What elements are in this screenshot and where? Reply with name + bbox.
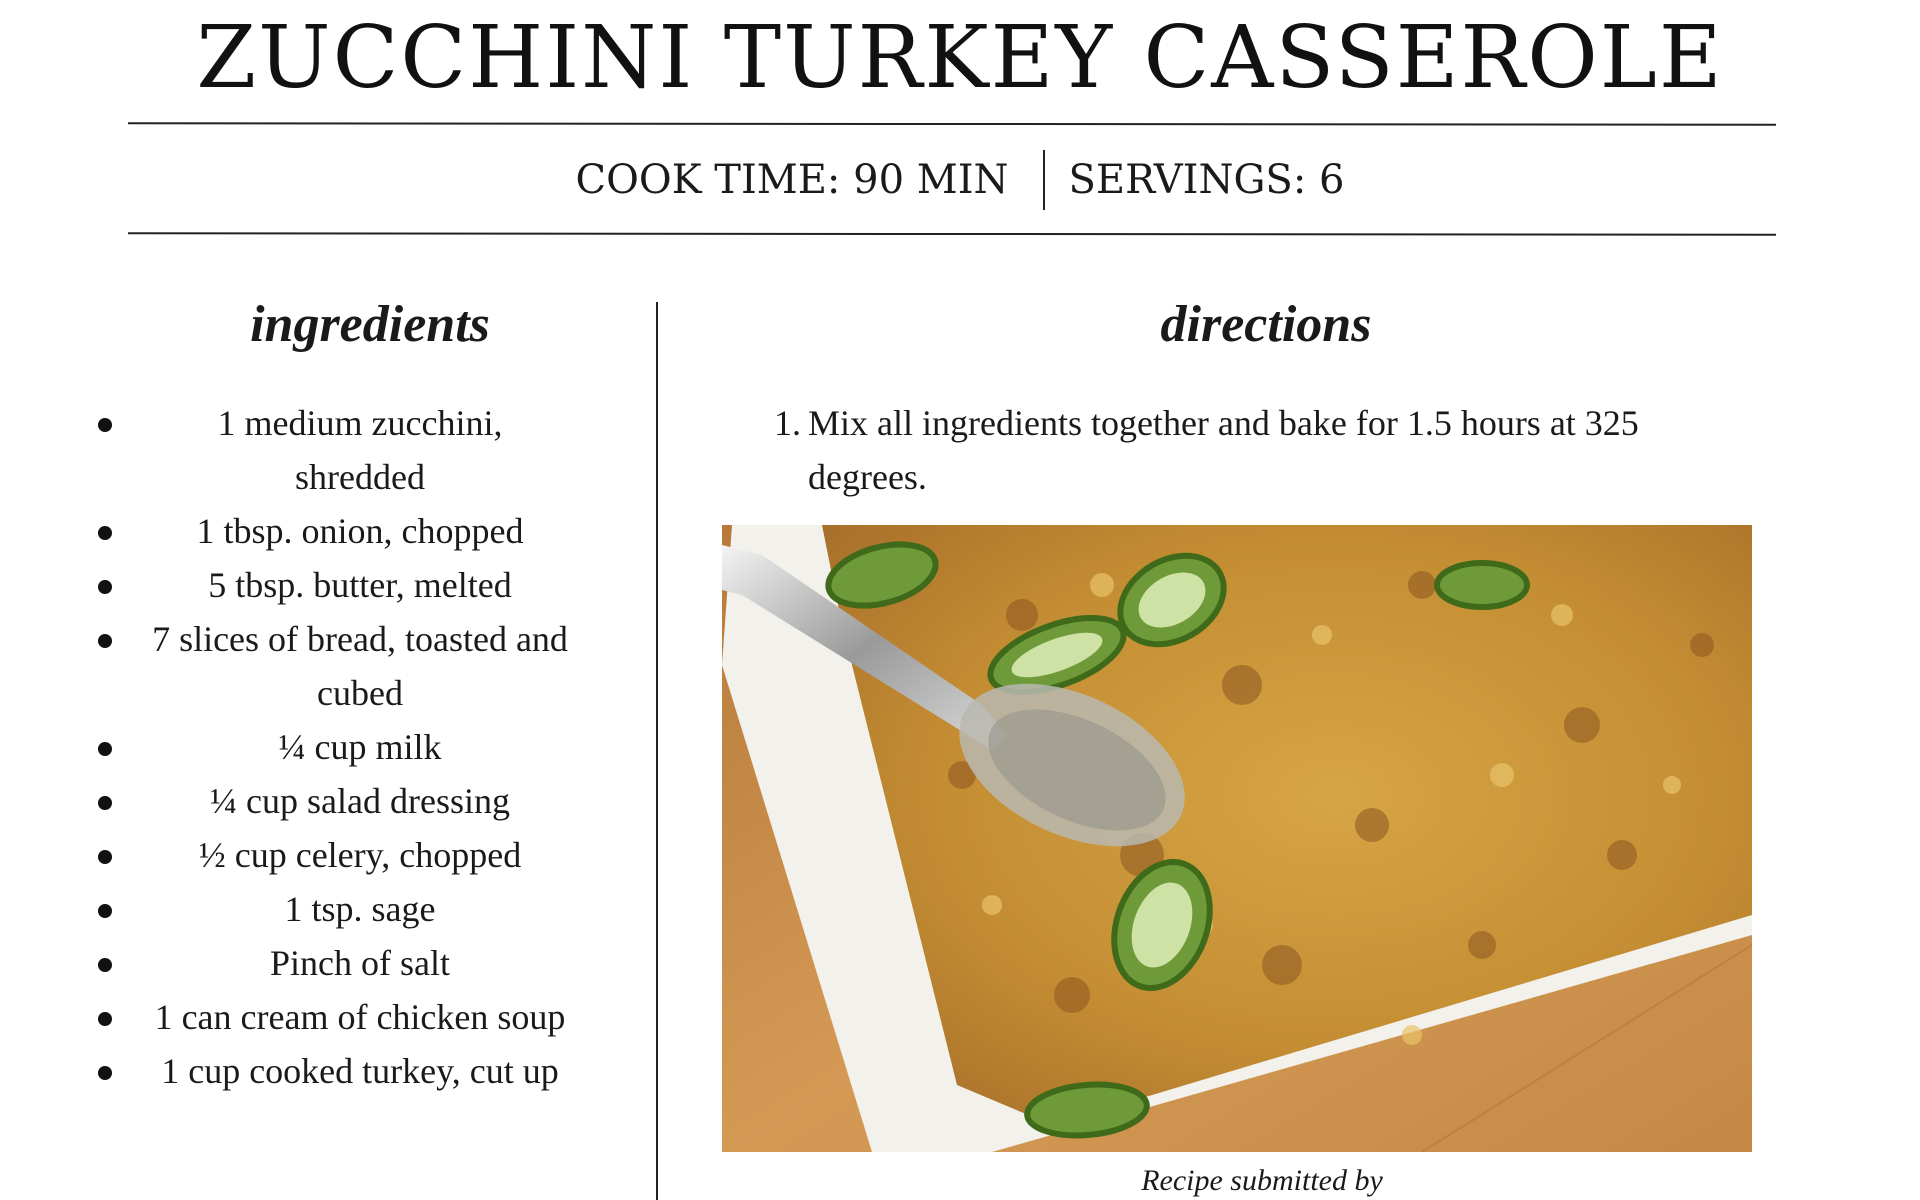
list-item	[90, 396, 570, 504]
step-number: 1.	[774, 403, 801, 443]
list-item	[90, 882, 570, 936]
cook-time: COOK TIME: 90 MIN	[575, 157, 1009, 203]
recipe-caption: Recipe submitted by	[1141, 1164, 1383, 1197]
ingredient-text: Pinch of salt	[270, 943, 450, 983]
recipe-meta	[0, 150, 1920, 210]
page-title: ZUCCHINI TURKEY CASSEROLE	[196, 8, 1724, 108]
ingredient-text: 1 tbsp. onion, chopped	[196, 511, 524, 551]
bottom-divider	[128, 232, 1776, 235]
column-divider	[656, 302, 658, 1200]
casserole-illustration	[722, 525, 1752, 1152]
ingredient-text: 1 can cream of chicken soup	[154, 997, 566, 1037]
bullet-icon	[98, 418, 112, 432]
ingredient-text: ¼ cup salad dressing	[210, 781, 510, 821]
list-item	[90, 504, 570, 558]
ingredient-text: 1 cup cooked turkey, cut up	[161, 1051, 559, 1091]
ingredients-heading: ingredients	[250, 296, 490, 353]
bullet-icon	[98, 796, 112, 810]
bullet-icon	[98, 634, 112, 648]
bullet-icon	[98, 1012, 112, 1026]
bullet-icon	[98, 580, 112, 594]
meta-separator	[1043, 150, 1045, 210]
directions-list	[772, 396, 1752, 504]
list-item	[90, 720, 570, 774]
step-text: Mix all ingredients together and bake for 1.5 hours at 325 degrees.	[808, 403, 1639, 497]
direction-step	[772, 396, 1752, 504]
bullet-icon	[98, 742, 112, 756]
ingredient-text: 1 medium zucchini, shredded	[217, 403, 503, 497]
bullet-icon	[98, 1066, 112, 1080]
list-item	[90, 612, 570, 720]
list-item	[90, 774, 570, 828]
ingredient-text: 1 tsp. sage	[284, 889, 436, 929]
directions-heading: directions	[1160, 296, 1372, 353]
list-item	[90, 936, 570, 990]
bullet-icon	[98, 850, 112, 864]
ingredient-text: ½ cup celery, chopped	[198, 835, 522, 875]
list-item	[90, 558, 570, 612]
servings: SERVINGS: 6	[1068, 157, 1345, 203]
bullet-icon	[98, 526, 112, 540]
bullet-icon	[98, 958, 112, 972]
list-item	[90, 1044, 570, 1098]
ingredient-text: 7 slices of bread, toasted and cubed	[152, 619, 568, 713]
ingredients-list	[90, 396, 570, 1098]
bullet-icon	[98, 904, 112, 918]
ingredient-text: ¼ cup milk	[278, 727, 442, 767]
top-divider	[128, 122, 1776, 125]
list-item	[90, 990, 570, 1044]
casserole-photo	[722, 525, 1752, 1152]
list-item	[90, 828, 570, 882]
ingredient-text: 5 tbsp. butter, melted	[208, 565, 512, 605]
